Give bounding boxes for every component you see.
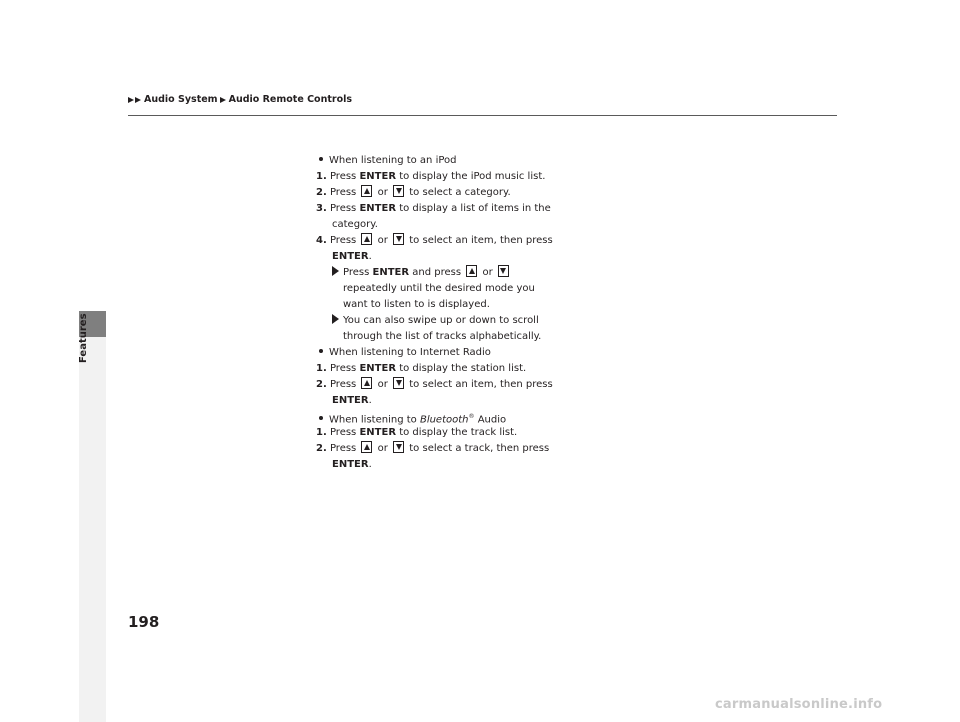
bullet-icon — [319, 157, 323, 161]
ipod-heading: When listening to an iPod — [319, 153, 457, 169]
ipod-note-2: You can also swipe up or down to scroll — [332, 313, 539, 329]
bullet-icon — [319, 349, 323, 353]
up-arrow-key-icon — [466, 265, 477, 277]
radio-heading: When listening to Internet Radio — [319, 345, 491, 361]
radio-step-2-cont: ENTER. — [332, 395, 372, 406]
ipod-step-3: 3. Press ENTER to display a list of items in the — [316, 203, 551, 214]
ipod-step-1: 1. Press ENTER to display the iPod music list. — [316, 171, 546, 182]
page-number: 198 — [128, 613, 160, 631]
ipod-step-3-cont: category. — [332, 219, 378, 230]
bt-step-2: 2. Press or to select a track, then press — [316, 443, 550, 454]
watermark: carmanualsonline.info — [715, 697, 883, 712]
breadcrumb-item-audio-remote-controls[interactable]: Audio Remote Controls — [228, 94, 353, 105]
down-arrow-key-icon — [393, 233, 404, 245]
ipod-step-4-cont: ENTER. — [332, 251, 372, 262]
down-arrow-key-icon — [498, 265, 509, 277]
radio-step-2: 2. Press or to select an item, then press — [316, 379, 553, 390]
down-arrow-key-icon — [393, 185, 404, 197]
down-arrow-key-icon — [393, 377, 404, 389]
bt-heading: When listening to Bluetooth® Audio — [319, 409, 506, 425]
up-arrow-key-icon — [361, 441, 372, 453]
radio-step-1: 1. Press ENTER to display the station list. — [316, 363, 527, 374]
breadcrumb-arrow-icon — [128, 97, 134, 103]
breadcrumb — [128, 94, 352, 105]
section-sidebar — [79, 337, 106, 722]
breadcrumb-arrow-icon — [135, 97, 141, 103]
ipod-note-2-line2: through the list of tracks alphabetically. — [343, 331, 542, 342]
breadcrumb-item-audio-system[interactable]: Audio System — [144, 94, 218, 105]
note-arrow-icon — [332, 266, 339, 276]
breadcrumb-arrow-icon — [220, 97, 226, 103]
note-arrow-icon — [332, 314, 339, 324]
bullet-icon — [319, 416, 323, 420]
bt-step-2-cont: ENTER. — [332, 459, 372, 470]
sidebar-label: Features — [78, 313, 89, 363]
ipod-step-2: 2. Press or to select a category. — [316, 187, 511, 198]
ipod-note-1-line3: want to listen to is displayed. — [343, 299, 490, 310]
ipod-note-1: Press ENTER and press or — [332, 265, 511, 281]
up-arrow-key-icon — [361, 185, 372, 197]
ipod-note-1-line2: repeatedly until the desired mode you — [343, 283, 535, 294]
down-arrow-key-icon — [393, 441, 404, 453]
up-arrow-key-icon — [361, 233, 372, 245]
up-arrow-key-icon — [361, 377, 372, 389]
bt-step-1: 1. Press ENTER to display the track list. — [316, 427, 518, 438]
ipod-step-4: 4. Press or to select an item, then press — [316, 235, 553, 246]
header-rule — [128, 115, 837, 116]
